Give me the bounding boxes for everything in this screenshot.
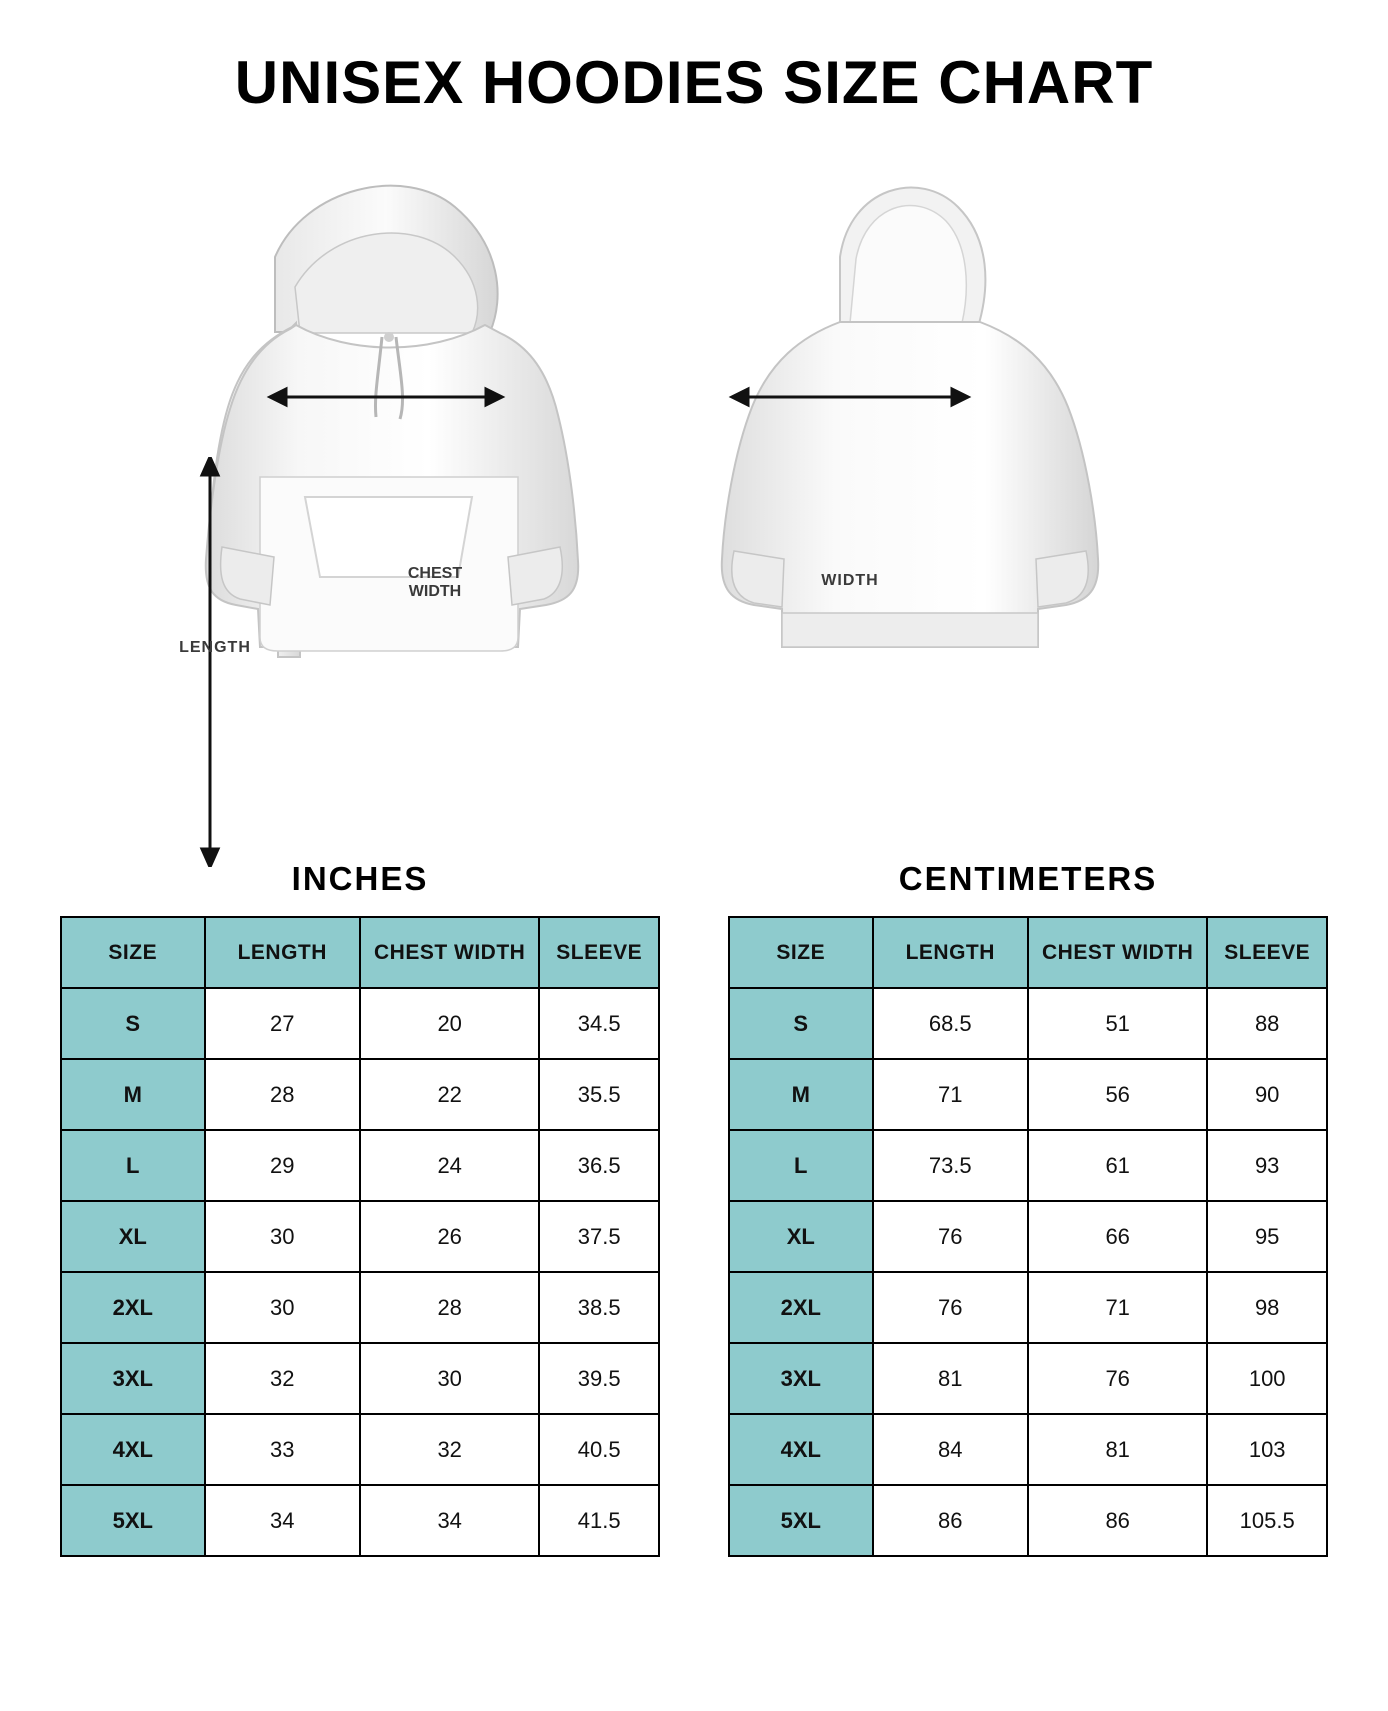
cell-length: 29: [205, 1130, 360, 1201]
cell-size: XL: [61, 1201, 205, 1272]
cell-length: 86: [873, 1485, 1028, 1556]
table-row: [729, 1201, 1327, 1272]
width-measure-label: WIDTH: [821, 572, 879, 589]
column-header-length: LENGTH: [873, 917, 1028, 988]
cell-sleeve: 41.5: [539, 1485, 659, 1556]
cell-chest-width: 32: [360, 1414, 539, 1485]
cell-sleeve: 93: [1207, 1130, 1327, 1201]
cell-length: 71: [873, 1059, 1028, 1130]
length-arrow-icon: [195, 457, 225, 867]
cell-size: 2XL: [61, 1272, 205, 1343]
cell-chest-width: 76: [1028, 1343, 1207, 1414]
cell-chest-width: 34: [360, 1485, 539, 1556]
table-row: [61, 1343, 659, 1414]
column-header-chest-width: CHEST WIDTH: [360, 917, 539, 988]
table-row: [729, 1059, 1327, 1130]
cell-sleeve: 88: [1207, 988, 1327, 1059]
column-header-chest-width: CHEST WIDTH: [1028, 917, 1207, 988]
inches-size-table: [60, 916, 660, 1557]
inches-heading: INCHES: [291, 860, 429, 897]
cell-size: 2XL: [729, 1272, 873, 1343]
cell-sleeve: 95: [1207, 1201, 1327, 1272]
cell-sleeve: 103: [1207, 1414, 1327, 1485]
cell-sleeve: 105.5: [1207, 1485, 1327, 1556]
cell-sleeve: 34.5: [539, 988, 659, 1059]
cell-sleeve: 39.5: [539, 1343, 659, 1414]
table-row: [61, 1414, 659, 1485]
cell-size: L: [61, 1130, 205, 1201]
table-row: [729, 1485, 1327, 1556]
table-row: [61, 1059, 659, 1130]
cell-chest-width: 51: [1028, 988, 1207, 1059]
cell-sleeve: 37.5: [539, 1201, 659, 1272]
table-row: [61, 1485, 659, 1556]
column-header-size: SIZE: [729, 917, 873, 988]
table-row: [61, 1130, 659, 1201]
cell-chest-width: 28: [360, 1272, 539, 1343]
cell-length: 27: [205, 988, 360, 1059]
table-row: [61, 1272, 659, 1343]
cell-length: 73.5: [873, 1130, 1028, 1201]
cell-chest-width: 24: [360, 1130, 539, 1201]
cell-sleeve: 40.5: [539, 1414, 659, 1485]
table-row: [729, 988, 1327, 1059]
hoodie-front-view: [200, 147, 720, 747]
cell-chest-width: 71: [1028, 1272, 1207, 1343]
chest-width-measure-label: [370, 565, 500, 602]
cell-size: 4XL: [61, 1414, 205, 1485]
table-row: [61, 988, 659, 1059]
cell-chest-width: 26: [360, 1201, 539, 1272]
cell-size: S: [61, 988, 205, 1059]
length-measure-label: LENGTH: [179, 639, 251, 656]
table-row: [61, 1201, 659, 1272]
cell-size: S: [729, 988, 873, 1059]
table-row: [729, 1343, 1327, 1414]
chest-label-line1: CHEST: [407, 565, 463, 582]
cell-sleeve: 98: [1207, 1272, 1327, 1343]
cell-length: 34: [205, 1485, 360, 1556]
column-header-sleeve: SLEEVE: [1207, 917, 1327, 988]
hoodie-illustrations: [0, 147, 1388, 757]
table-row: [729, 1130, 1327, 1201]
cell-sleeve: 38.5: [539, 1272, 659, 1343]
cell-chest-width: 81: [1028, 1414, 1207, 1485]
page-title: UNISEX HOODIES SIZE CHART: [234, 49, 1154, 116]
cell-sleeve: 90: [1207, 1059, 1327, 1130]
cell-length: 81: [873, 1343, 1028, 1414]
cell-chest-width: 66: [1028, 1201, 1207, 1272]
cell-length: 76: [873, 1272, 1028, 1343]
cell-size: 5XL: [729, 1485, 873, 1556]
cell-sleeve: 35.5: [539, 1059, 659, 1130]
table-row: [729, 1414, 1327, 1485]
cell-length: 84: [873, 1414, 1028, 1485]
table-row: [729, 1272, 1327, 1343]
hoodie-back-view: [690, 147, 1210, 747]
table-header-row: [729, 917, 1327, 988]
cell-size: 4XL: [729, 1414, 873, 1485]
cell-size: 3XL: [729, 1343, 873, 1414]
column-header-length: LENGTH: [205, 917, 360, 988]
size-tables: [0, 860, 1388, 1557]
cell-length: 30: [205, 1272, 360, 1343]
cell-chest-width: 30: [360, 1343, 539, 1414]
cell-chest-width: 56: [1028, 1059, 1207, 1130]
cell-length: 76: [873, 1201, 1028, 1272]
inches-table-wrap: [60, 860, 660, 1557]
cell-chest-width: 86: [1028, 1485, 1207, 1556]
column-header-sleeve: SLEEVE: [539, 917, 659, 988]
cell-length: 33: [205, 1414, 360, 1485]
centimeters-table-wrap: [728, 860, 1328, 1557]
cell-size: M: [61, 1059, 205, 1130]
cell-length: 32: [205, 1343, 360, 1414]
cell-length: 30: [205, 1201, 360, 1272]
cell-chest-width: 61: [1028, 1130, 1207, 1201]
cell-chest-width: 22: [360, 1059, 539, 1130]
cell-length: 68.5: [873, 988, 1028, 1059]
cell-size: M: [729, 1059, 873, 1130]
cell-size: 5XL: [61, 1485, 205, 1556]
cell-size: 3XL: [61, 1343, 205, 1414]
cell-length: 28: [205, 1059, 360, 1130]
chest-label-line2: WIDTH: [408, 583, 462, 601]
cell-size: XL: [729, 1201, 873, 1272]
centimeters-size-table: [728, 916, 1328, 1557]
cell-size: L: [729, 1130, 873, 1201]
cell-sleeve: 100: [1207, 1343, 1327, 1414]
table-header-row: [61, 917, 659, 988]
cell-sleeve: 36.5: [539, 1130, 659, 1201]
centimeters-heading: CENTIMETERS: [898, 860, 1158, 897]
column-header-size: SIZE: [61, 917, 205, 988]
cell-chest-width: 20: [360, 988, 539, 1059]
